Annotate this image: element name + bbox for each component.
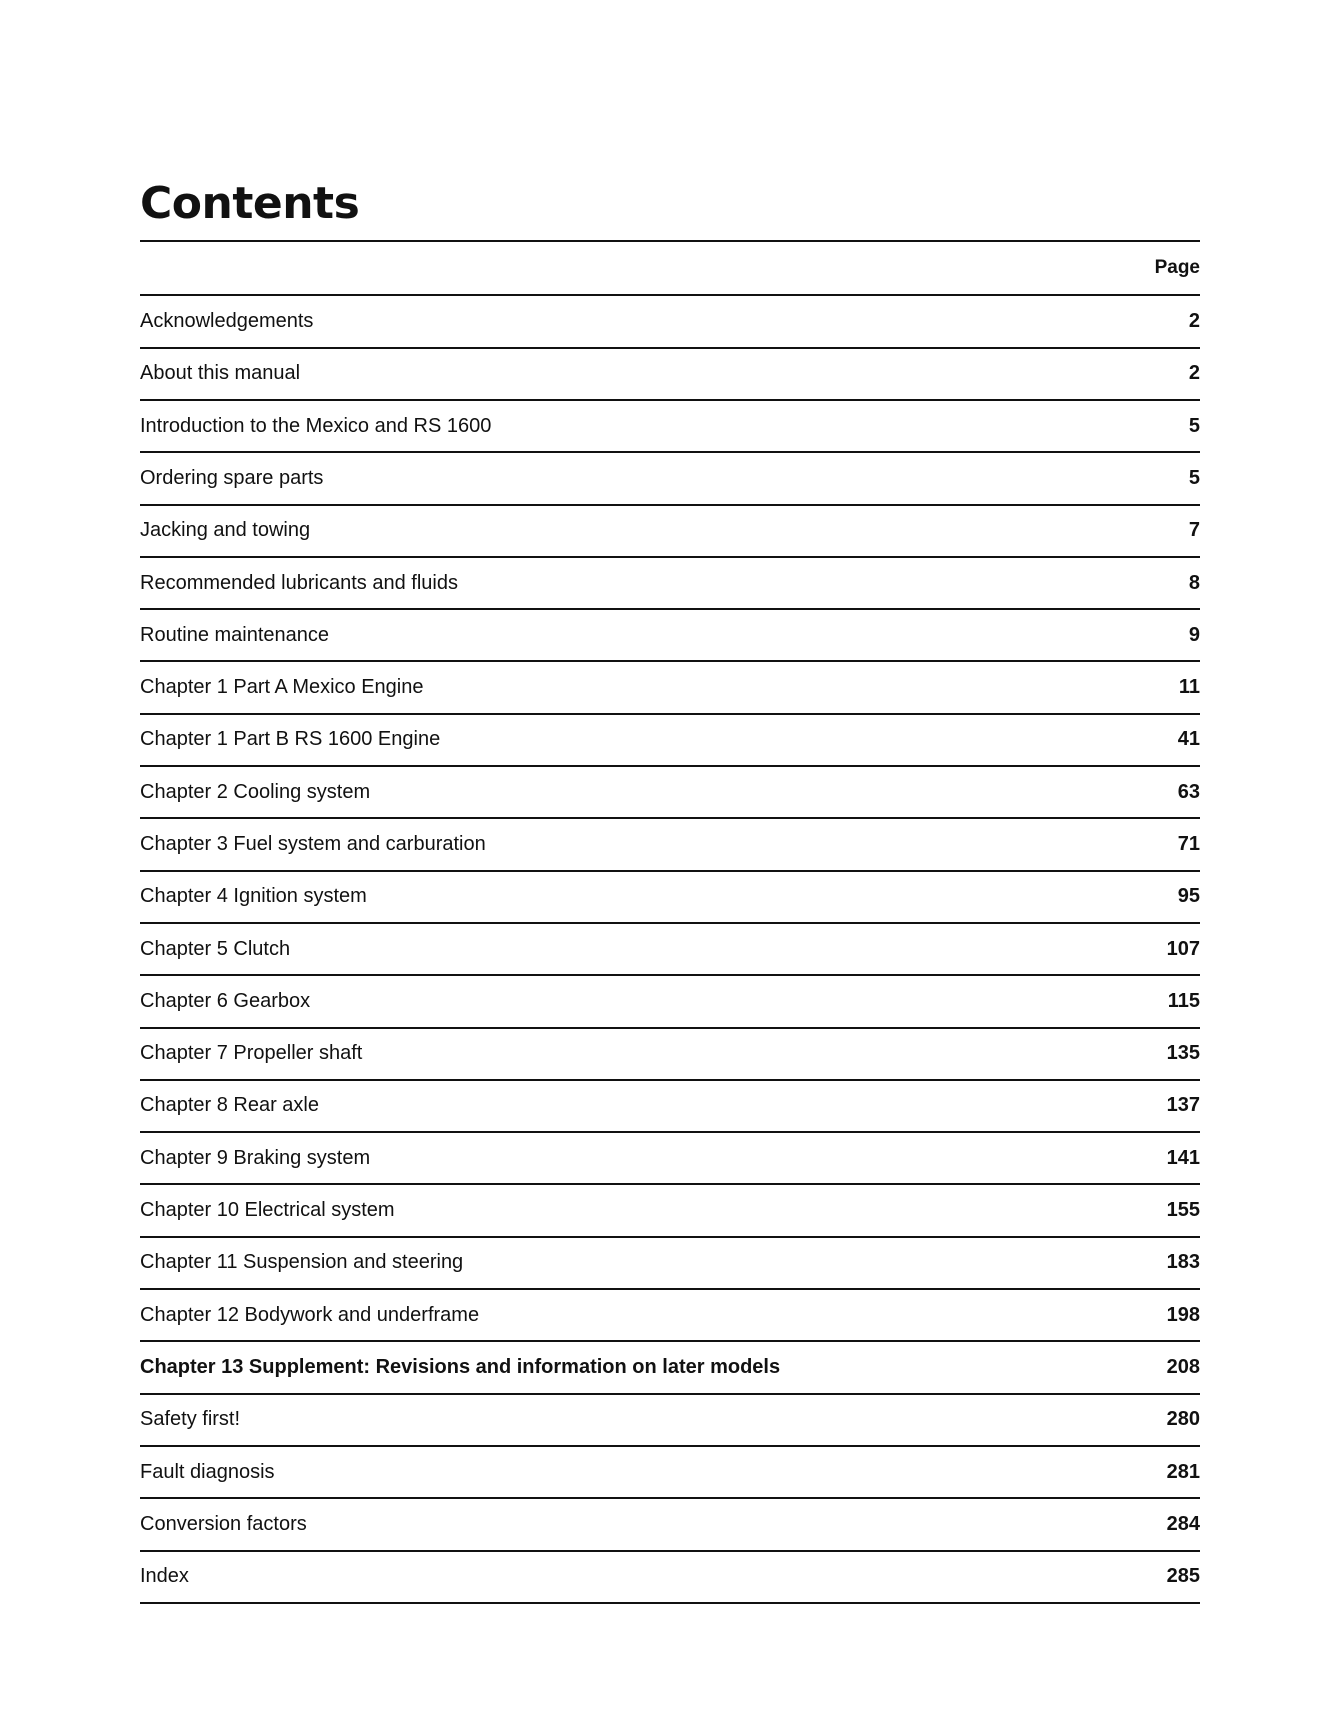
toc-entry[interactable] <box>140 349 1200 401</box>
toc-entry-page-number: 11 <box>1178 676 1200 699</box>
toc-entry[interactable] <box>140 924 1200 976</box>
toc-entry[interactable] <box>140 1238 1200 1290</box>
toc-entry-label: Recommended lubricants and fluids <box>140 571 458 594</box>
toc-entry-page-number: 5 <box>1188 466 1200 489</box>
toc-entry-label: Chapter 1 Part A Mexico Engine <box>140 676 424 699</box>
toc-entry[interactable] <box>140 1499 1200 1551</box>
toc-entry-page-number: 107 <box>1166 937 1200 960</box>
toc-entry[interactable] <box>140 506 1200 558</box>
toc-entry-page-number: 7 <box>1188 519 1200 542</box>
toc-entry-label: About this manual <box>140 362 301 385</box>
toc-entry[interactable] <box>140 1029 1200 1081</box>
toc-entry-page-number: 63 <box>1177 780 1200 803</box>
toc-entry-label: Chapter 1 Part B RS 1600 Engine <box>140 728 441 751</box>
toc-entry-label: Acknowledgements <box>140 310 314 333</box>
toc-entry-label: Chapter 4 Ignition system <box>140 885 367 908</box>
toc-entry-page-number: 71 <box>1177 833 1200 855</box>
toc-entry-label: Jacking and towing <box>140 519 311 542</box>
toc-entry-label: Chapter 6 Gearbox <box>140 989 311 1012</box>
toc-entry-label: Chapter 2 Cooling system <box>140 780 371 803</box>
toc-entry-page-number: 2 <box>1188 310 1200 333</box>
toc-entry-page-number: 155 <box>1166 1199 1200 1222</box>
toc-entry-page-number: 115 <box>1167 989 1200 1012</box>
toc-entry-label: Chapter 13 Supplement: Revisions and information on later models <box>140 1355 781 1378</box>
toc-entry[interactable] <box>140 610 1200 662</box>
toc-entry-page-number: 208 <box>1166 1355 1200 1378</box>
toc-entry[interactable] <box>140 872 1200 924</box>
toc-entry[interactable] <box>140 1081 1200 1133</box>
toc-entry-label: Conversion factors <box>140 1512 307 1535</box>
toc-entry[interactable] <box>140 296 1200 348</box>
toc-entry[interactable] <box>140 558 1200 610</box>
toc-entry-label: Chapter 11 Suspension and steering <box>140 1251 464 1274</box>
toc-entry-page-number: 141 <box>1166 1146 1200 1169</box>
toc-entry-label: Routine maintenance <box>140 623 330 646</box>
toc-list <box>140 296 1200 1603</box>
toc-entry-page-number: 135 <box>1166 1042 1200 1065</box>
toc-entry-page-number: 5 <box>1188 414 1200 437</box>
page-title: Contents <box>140 178 360 229</box>
toc-entry[interactable] <box>140 1342 1200 1394</box>
toc-entry-label: Safety first! <box>140 1408 241 1431</box>
toc-entry-page-number: 2 <box>1188 362 1200 385</box>
toc-entry-label: Fault diagnosis <box>140 1460 275 1483</box>
toc-entry-page-number: 285 <box>1166 1565 1200 1588</box>
toc-entry[interactable] <box>140 1290 1200 1342</box>
toc-entry-page-number: 9 <box>1188 623 1200 646</box>
toc-entry-page-number: 183 <box>1166 1251 1200 1274</box>
toc-entry-label: Chapter 7 Propeller shaft <box>140 1042 363 1065</box>
toc-entry[interactable] <box>140 1185 1200 1237</box>
toc-entry-label: Index <box>140 1565 189 1588</box>
toc-entry-label: Chapter 9 Braking system <box>140 1146 371 1169</box>
toc-entry-label: Introduction to the Mexico and RS 1600 <box>140 414 492 437</box>
toc-entry-page-number: 198 <box>1166 1303 1200 1326</box>
toc-entry-label: Chapter 12 Bodywork and underframe <box>140 1303 480 1326</box>
toc-entry-label: Chapter 10 Electrical system <box>140 1199 395 1222</box>
toc-entry-label: Ordering spare parts <box>140 466 324 489</box>
page-column-header <box>140 242 1200 296</box>
toc-entry-page-number: 137 <box>1166 1094 1200 1117</box>
toc-entry[interactable] <box>140 453 1200 505</box>
toc-entry[interactable] <box>140 1395 1200 1447</box>
toc-entry[interactable] <box>140 1552 1200 1604</box>
toc-entry[interactable] <box>140 819 1200 871</box>
contents-page <box>140 180 1200 1604</box>
toc-entry-label: Chapter 8 Rear axle <box>140 1094 319 1117</box>
toc-entry[interactable] <box>140 767 1200 819</box>
toc-entry-label: Chapter 3 Fuel system and carburation <box>140 833 486 855</box>
toc-entry-label: Chapter 5 Clutch <box>140 937 291 960</box>
toc-entry-page-number: 41 <box>1177 728 1200 751</box>
toc-entry[interactable] <box>140 1447 1200 1499</box>
toc-entry[interactable] <box>140 401 1200 453</box>
toc-entry-page-number: 280 <box>1166 1408 1200 1431</box>
toc-entry[interactable] <box>140 976 1200 1028</box>
toc-entry-page-number: 281 <box>1166 1460 1200 1483</box>
toc-entry[interactable] <box>140 715 1200 767</box>
toc-entry[interactable] <box>140 662 1200 714</box>
toc-entry-page-number: 284 <box>1166 1512 1200 1535</box>
toc-entry[interactable] <box>140 1133 1200 1185</box>
toc-entry-page-number: 8 <box>1188 571 1200 594</box>
page-column-label: Page <box>1154 257 1200 279</box>
toc-entry-page-number: 95 <box>1177 885 1200 908</box>
